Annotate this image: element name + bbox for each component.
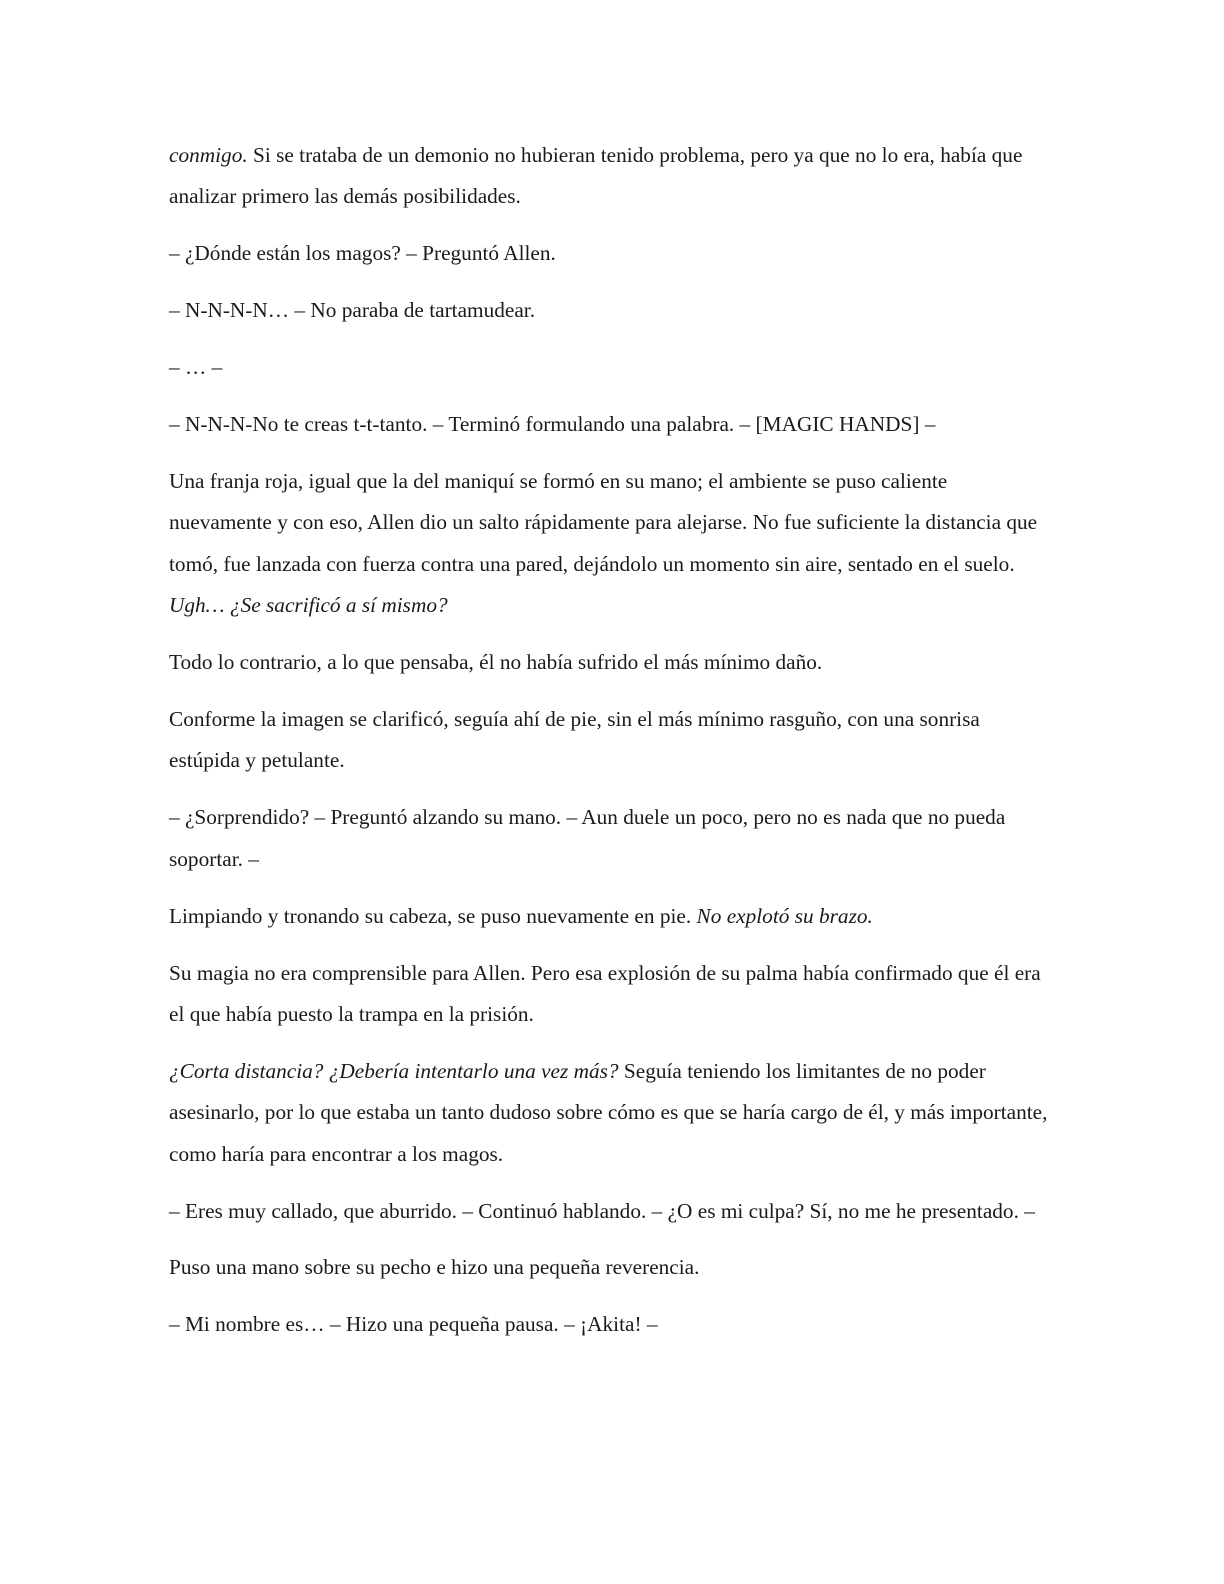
- italic-text: conmigo.: [169, 143, 248, 167]
- text: – N-N-N-No te creas t-t-tanto. – Terminó formulando una palabra. – [MAGIC HANDS] –: [169, 412, 936, 437]
- paragraph: [169, 135, 1049, 218]
- paragraph: [169, 1247, 1049, 1288]
- paragraph: [169, 461, 1049, 627]
- dialogue-line: [169, 404, 1049, 445]
- paragraph: [169, 1051, 1049, 1175]
- dialogue-line: [169, 233, 1049, 274]
- text: – … –: [169, 355, 223, 380]
- italic-text: No explotó su brazo.: [696, 903, 873, 928]
- text: – Mi nombre es… – Hizo una pequeña pausa. – ¡Akita! –: [169, 1312, 658, 1337]
- dialogue-line: [169, 1191, 1049, 1232]
- paragraph: [169, 953, 1049, 1036]
- text: – ¿Sorprendido? – Preguntó alzando su mano. – Aun duele un poco, pero no es nada que no pueda soportar. –: [169, 805, 1006, 871]
- dialogue-line: [169, 290, 1049, 331]
- dialogue-line: [169, 347, 1049, 388]
- text: Si se trataba de un demonio no hubieran tenido problema, pero ya que no lo era, había que analizar primero las demás posibilidades.: [169, 143, 1023, 209]
- text: Limpiando y tronando su cabeza, se puso nuevamente en pie.: [169, 903, 697, 928]
- text: Su magia no era comprensible para Allen. Pero esa explosión de su palma había confirmado que él era el que había puesto la trampa en la prisión.: [169, 960, 1041, 1026]
- dialogue-line: [169, 797, 1049, 880]
- text: Puso una mano sobre su pecho e hizo una pequeña reverencia.: [169, 1255, 700, 1280]
- text: Una franja roja, igual que la del maniquí se formó en su mano; el ambiente se puso caliente nuevamente y con eso, Allen dio un salto rápidamente para alejarse. No fue suficiente la distancia que tomó, fue lanzada con fuerza contra una pared, dejándolo un momento sin aire, sentado en el suelo.: [169, 468, 1038, 576]
- paragraph: [169, 642, 1049, 683]
- text: Seguía teniendo los limitantes de no poder asesinarlo, por lo que estaba un tanto dudoso sobre cómo es que se haría cargo de él, y más importante, como haría para encontrar a los magos.: [169, 1058, 1048, 1166]
- text: – Eres muy callado, que aburrido. – Continuó hablando. – ¿O es mi culpa? Sí, no me he presentado. –: [169, 1198, 1035, 1223]
- text: – N-N-N-N… – No paraba de tartamudear.: [169, 298, 536, 323]
- dialogue-line: [169, 1304, 1049, 1345]
- body-text: [169, 135, 1049, 1361]
- text: Todo lo contrario, a lo que pensaba, él no había sufrido el más mínimo daño.: [169, 650, 823, 675]
- text: – ¿Dónde están los magos? – Preguntó Allen.: [169, 241, 556, 266]
- paragraph: [169, 896, 1049, 937]
- paragraph: [169, 699, 1049, 782]
- italic-text: ¿Corta distancia? ¿Debería intentarlo una vez más?: [169, 1058, 619, 1083]
- italic-text: Ugh… ¿Se sacrificó a sí mismo?: [169, 593, 448, 618]
- text: Conforme la imagen se clarificó, seguía ahí de pie, sin el más mínimo rasguño, con una sonrisa estúpida y petulante.: [169, 706, 980, 773]
